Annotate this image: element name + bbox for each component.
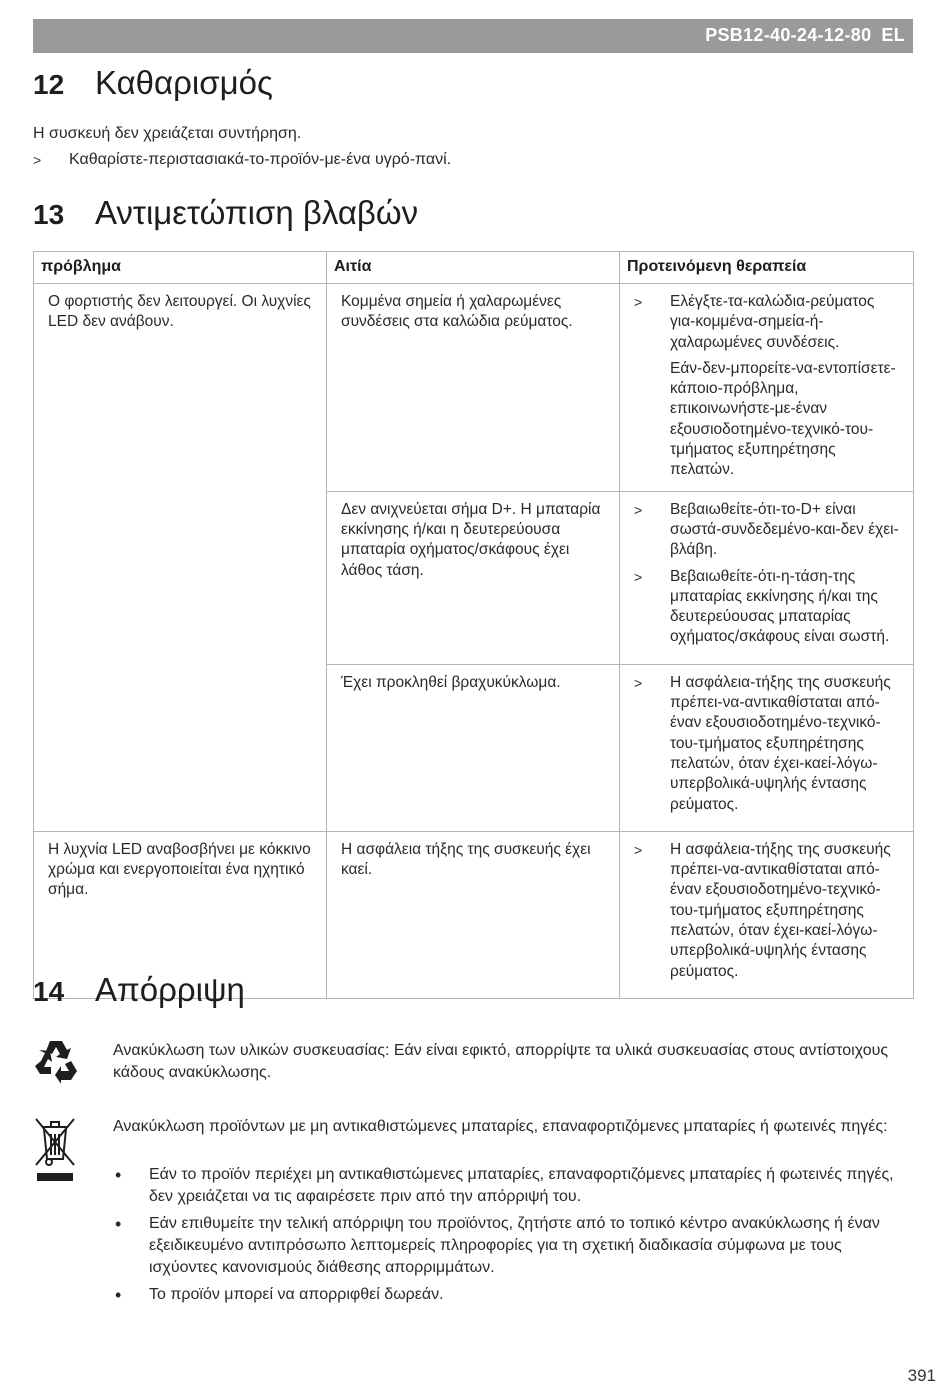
header-bar xyxy=(33,19,913,53)
remedy-item: > Βεβαιωθείτε-ότι-το-D+ είναι σωστά-συνδεδεμένο-και-δεν έχει-βλάβη. xyxy=(634,500,903,561)
problem-cell: Ο φορτιστής δεν λειτουργεί. Οι λυχνίες LED δεν ανάβουν. xyxy=(34,284,327,832)
list-item: • Εάν επιθυμείτε την τελική απόρριψη του προϊόντος, ζητήστε από το τοπικό κέντρο ανακύκλωσης ή έναν εξειδικευμένο αντιπρόσωπο λεπτομερείς πληροφορίες για τη σχετική διαδικασία σύμφωνα με τους ισχύοντες κανονισμούς διάθεσης απορριμμάτων. xyxy=(113,1213,903,1279)
troubleshooting-table xyxy=(33,251,914,999)
remedy-item: > Η ασφάλεια-τήξης της συσκευής πρέπει-να-αντικαθίσταται από-έναν εξουσιοδοτημένο-τεχνικό-του-τμήματος εξυπηρέτησης πελατών, όταν έχει-καεί-λόγω-υπερβολικά-υψηλής έντασης ρεύματος. xyxy=(634,673,903,815)
problem-cell: Η λυχνία LED αναβοσβήνει με κόκκινο χρώμα και ενεργοποιείται ένα ηχητικό σήμα. xyxy=(34,831,327,998)
remedy-cell xyxy=(620,831,914,998)
section-title: Αντιμετώπιση βλαβών xyxy=(95,194,419,231)
remedy-item: > Ελέγξτε-τα-καλώδια-ρεύματος για-κομμένα-σημεία-ή-χαλαρωμένες συνδέσεις. xyxy=(634,292,903,353)
section-title: Καθαρισμός xyxy=(95,64,273,101)
remedy-cell xyxy=(620,284,914,492)
remedy-item: > Βεβαιωθείτε-ότι-η-τάση-της μπαταρίας εκκίνησης ή/και της δευτερεύουσας μπαταρίας οχήματος/σκάφους είναι σωστή. xyxy=(634,567,903,648)
list-item: • Το προϊόν μπορεί να απορριφθεί δωρεάν. xyxy=(113,1284,903,1306)
remedy-cell xyxy=(620,491,914,664)
remedy-cell xyxy=(620,664,914,831)
product-recycling-text: Ανακύκλωση προϊόντων με μη αντικαθιστώμενες μπαταρίες, επαναφορτιζόμενες μπαταρίες ή φωτεινές πηγές: xyxy=(113,1118,888,1135)
cause-cell: Έχει προκληθεί βραχυκύκλωμα. xyxy=(327,664,620,831)
section-heading-disposal xyxy=(33,971,245,1009)
section-number: 12 xyxy=(33,69,65,100)
column-header-cause: Αιτία xyxy=(327,252,620,284)
recycle-icon xyxy=(33,1037,79,1083)
table-header-row xyxy=(34,252,914,284)
header-text xyxy=(705,25,905,46)
remedy-note: Εάν-δεν-μπορείτε-να-εντοπίσετε-κάποιο-πρόβλημα, επικοινωνήστε-με-έναν εξουσιοδοτημένο-τεχνικό-του-τμήματος εξυπηρέτησης πελατών. xyxy=(670,359,896,479)
section-number: 14 xyxy=(33,976,65,1007)
column-header-remedy: Προτεινόμενη θεραπεία xyxy=(620,252,914,284)
cause-cell: Δεν ανιχνεύεται σήμα D+. Η μπαταρία εκκίνησης ή/και η δευτερεύουσα μπαταρία οχήματος/σκάφους έχει λάθος τάση. xyxy=(327,491,620,664)
page-number: 391 xyxy=(907,1366,936,1385)
model-code: PSB12-40-24-12-80 xyxy=(705,25,872,45)
packaging-recycling-text: Ανακύκλωση των υλικών συσκευασίας: Εάν είναι εφικτό, απορρίψτε τα υλικά συσκευασίας στους αντίστοιχους κάδους ανακύκλωσης. xyxy=(113,1042,889,1081)
remedy-list xyxy=(634,673,903,815)
section-number: 13 xyxy=(33,199,65,230)
remedy-list xyxy=(634,500,903,648)
disposal-bullet-list xyxy=(113,1164,903,1311)
section-title: Απόρριψη xyxy=(95,971,245,1008)
crossed-bin-icon xyxy=(33,1115,77,1185)
cause-cell: Η ασφάλεια τήξης της συσκευής έχει καεί. xyxy=(327,831,620,998)
table-row xyxy=(34,284,914,492)
step-arrow-icon: > xyxy=(33,152,42,168)
list-item: • Εάν το προϊόν περιέχει μη αντικαθιστώμενες μπαταρίες, επαναφορτιζόμενες μπαταρίες ή φωτεινές πηγές, δεν χρειάζεται να τις αφαιρέσετε πριν από την απόρριψή του. xyxy=(113,1164,903,1208)
cleaning-step: Καθαρίστε-περιστασιακά-το-προϊόν-με-ένα υγρό-πανί. xyxy=(69,151,452,168)
section-heading-cleaning xyxy=(33,64,273,102)
remedy-list xyxy=(634,840,903,982)
column-header-problem: πρόβλημα xyxy=(34,252,327,284)
remedy-item: > Η ασφάλεια-τήξης της συσκευής πρέπει-να-αντικαθίσταται από-έναν εξουσιοδοτημένο-τεχνικό-του-τμήματος εξυπηρέτησης πελατών, όταν έχει-καεί-λόγω-υπερβολικά-υψηλής έντασης ρεύματος. xyxy=(634,840,903,982)
section-heading-troubleshooting xyxy=(33,194,418,232)
remedy-list xyxy=(634,292,903,353)
language-code: EL xyxy=(881,25,905,45)
cleaning-intro: Η συσκευή δεν χρειάζεται συντήρηση. xyxy=(33,125,302,142)
cause-cell: Κομμένα σημεία ή χαλαρωμένες συνδέσεις στα καλώδια ρεύματος. xyxy=(327,284,620,492)
